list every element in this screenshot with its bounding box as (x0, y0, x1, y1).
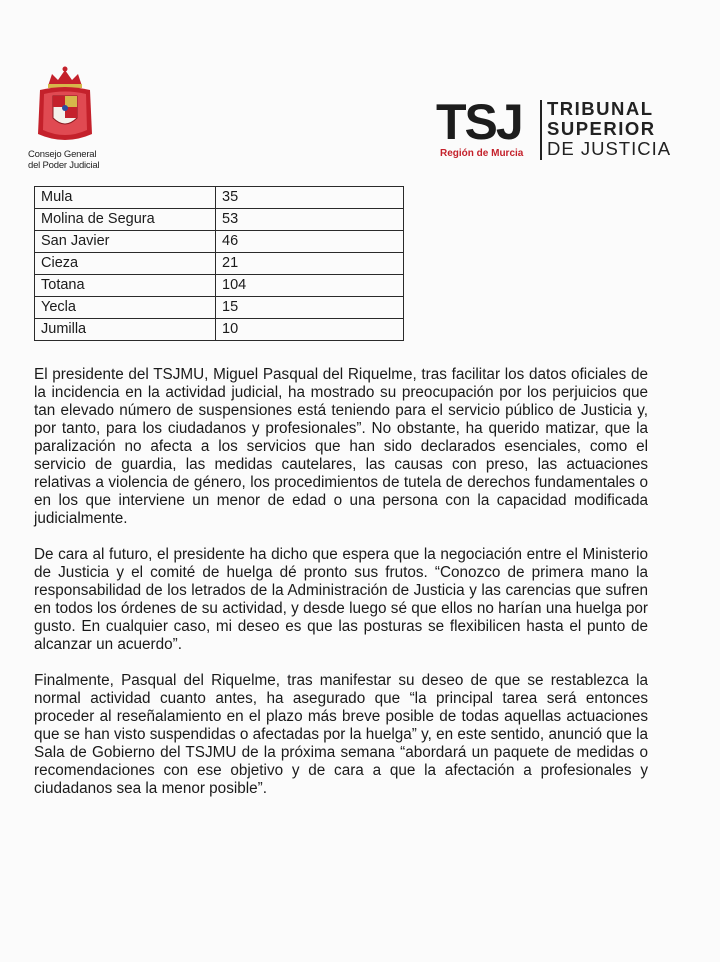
table-row (35, 319, 404, 341)
table-cell-place: Totana (35, 275, 216, 297)
paragraph: De cara al futuro, el presidente ha dicho que espera que la negociación entre el Ministerio de Justicia y el comité de huelga dé pronto sus frutos. “Conozco de primera mano la responsabilidad de los letrados de la Administración de Justicia y las carencias que sufren en todos los órdenes de su actividad, y desde luego sé que ellos no harían una huelga por gusto. En cualquier caso, mi deseo es que las posturas se flexibilicen hasta el punto de alcanzar un acuerdo”. (34, 546, 648, 653)
paragraph: Finalmente, Pasqual del Riquelme, tras manifestar su deseo de que se restablezca la normal actividad cuanto antes, ha asegurado que “la principal tarea será entonces proceder al reseñalamiento en el plazo más breve posible de todas aquellas actuaciones que se han visto suspendidas o afectadas por la huelga” y, en este sentido, anunció que la Sala de Gobierno del TSJMU de la próxima semana “abordará un paquete de medidas o recomendaciones con ese objetivo y de cara a que la afectación a profesionales y ciudadanos sea la menor posible”. (34, 672, 648, 797)
cgpj-name-line2: del Poder Judicial (28, 160, 100, 171)
table-row (35, 253, 404, 275)
table-cell-place: Jumilla (35, 319, 216, 341)
article-body (34, 366, 648, 816)
cgpj-logo (28, 64, 108, 171)
tsj-word-superior: SUPERIOR (547, 118, 656, 139)
table-row (35, 275, 404, 297)
table-row (35, 297, 404, 319)
tsj-word-justicia: DE JUSTICIA (547, 138, 672, 159)
table-row (35, 231, 404, 253)
table-cell-value: 15 (216, 297, 404, 319)
table-cell-value: 10 (216, 319, 404, 341)
tsj-logo (436, 96, 676, 166)
tsj-divider (540, 100, 542, 160)
cgpj-name (28, 149, 108, 171)
table-cell-value: 21 (216, 253, 404, 275)
tsj-word-tribunal: TRIBUNAL (547, 98, 654, 119)
table-cell-value: 104 (216, 275, 404, 297)
royal-crest-icon (34, 64, 96, 146)
table-cell-value: 46 (216, 231, 404, 253)
cgpj-name-line1: Consejo General (28, 149, 97, 160)
table-cell-place: Mula (35, 187, 216, 209)
table-cell-value: 35 (216, 187, 404, 209)
table-cell-place: Molina de Segura (35, 209, 216, 231)
table-cell-place: Yecla (35, 297, 216, 319)
table-cell-value: 53 (216, 209, 404, 231)
table-cell-place: San Javier (35, 231, 216, 253)
paragraph: El presidente del TSJMU, Miguel Pasqual del Riquelme, tras facilitar los datos oficiales de la incidencia en la actividad judicial, ha mostrado su preocupación por los perjuicios que tan elevado número de suspensiones está teniendo para el servicio público de Justicia y, por tanto, para los ciudadanos y profesionales”. No obstante, ha querido matizar, que la paralización no afecta a los servicios que han sido declarados esenciales, como el servicio de guardia, las medidas cautelares, las causas con preso, las actuaciones relativas a violencia de género, los procedimientos de tutela de derechos fundamentales o en los que interviene un menor de edad o una persona con la capacidad modificada judicialmente. (34, 366, 648, 527)
tsj-region: Región de Murcia (440, 148, 524, 159)
table-row (35, 187, 404, 209)
tsj-words (547, 99, 671, 159)
data-table (34, 186, 404, 341)
table-cell-place: Cieza (35, 253, 216, 275)
table-row (35, 209, 404, 231)
tsj-mark: TSJ (436, 94, 522, 150)
